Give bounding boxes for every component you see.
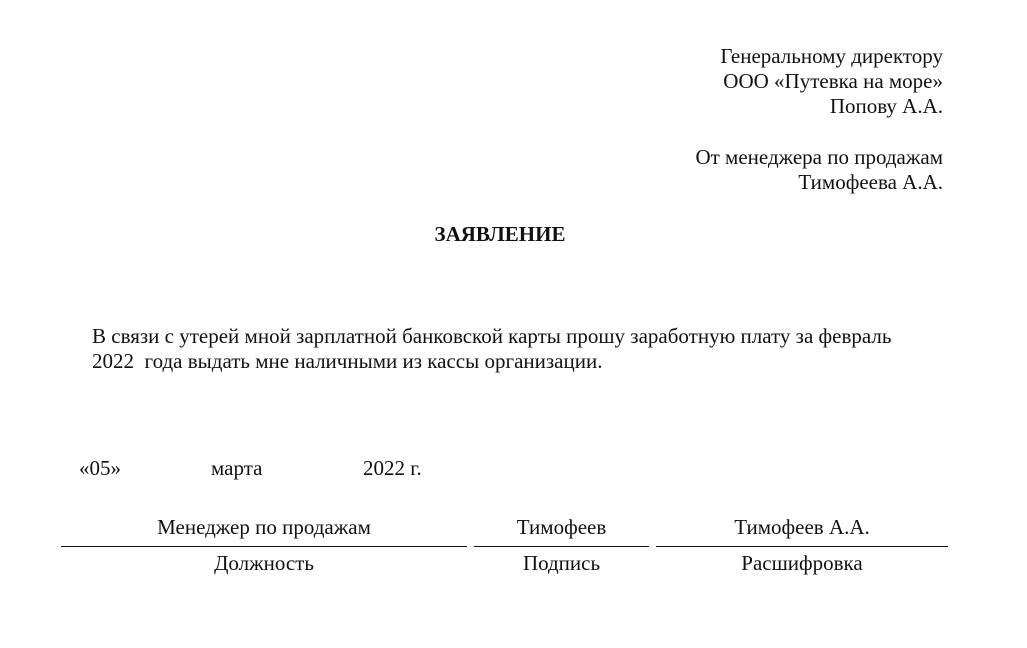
- body-line: 2022 года выдать мне наличными из кассы организации.: [92, 349, 603, 373]
- sender-line: От менеджера по продажам: [695, 145, 943, 169]
- signature-underline: [474, 546, 649, 547]
- addressee-line: Попову А.А.: [829, 94, 943, 118]
- position-underline: [61, 546, 467, 547]
- decoding-underline: [656, 546, 948, 547]
- addressee-block: [720, 44, 943, 119]
- addressee-line: Генеральному директору: [720, 44, 943, 68]
- date-day: «05»: [79, 456, 121, 480]
- body-text: [92, 324, 952, 374]
- addressee-line: ООО «Путевка на море»: [723, 69, 943, 93]
- document-title: ЗАЯВЛЕНИЕ: [434, 222, 566, 246]
- position-caption: Должность: [214, 551, 314, 575]
- body-line: В связи с утерей мной зарплатной банковской карты прошу заработную плату за февраль: [92, 324, 892, 348]
- date-month: марта: [211, 456, 263, 480]
- signature-caption: Подпись: [522, 551, 601, 575]
- sender-line: Тимофеева А.А.: [798, 170, 943, 194]
- signature-value: Тимофеев: [516, 515, 607, 539]
- position-value: Менеджер по продажам: [157, 515, 371, 539]
- decoding-value: Тимофеев А.А.: [734, 515, 870, 539]
- date-year: 2022 г.: [363, 456, 422, 480]
- sender-block: [695, 145, 943, 195]
- decoding-caption: Расшифровка: [741, 551, 863, 575]
